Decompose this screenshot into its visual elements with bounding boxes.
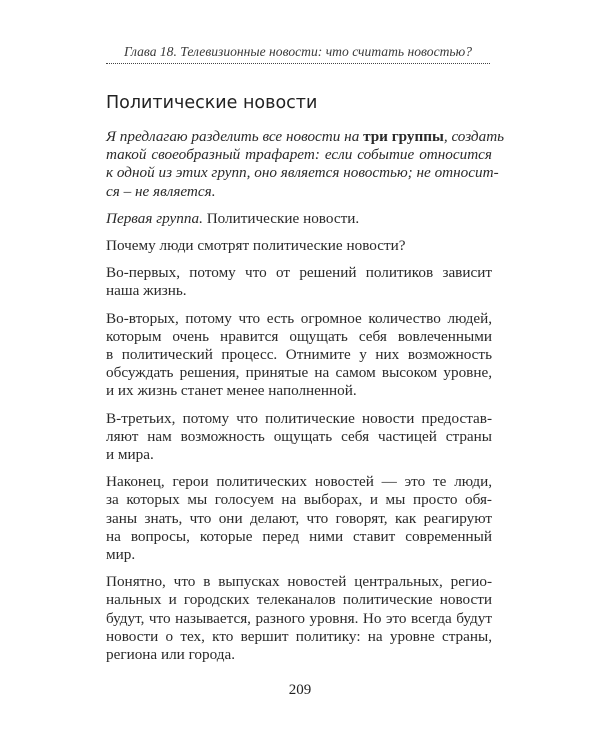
- paragraph-line: за которых мы голосуем на выборах, и мы просто обя-: [106, 491, 492, 509]
- intro-line: такой своеобразный трафарет: если событие относится: [106, 146, 492, 164]
- paragraph: [106, 410, 492, 465]
- emphasis-three-groups: три группы: [363, 128, 444, 145]
- header-dotted-rule: [106, 63, 490, 64]
- paragraph-line: заны знать, что они делают, что говорят, как реагируют: [106, 509, 492, 527]
- paragraph: [106, 237, 492, 255]
- paragraph-line: Понятно, что в выпусках новостей центральных, регио-: [106, 573, 492, 591]
- intro-line: Я предлагаю разделить все новости на три группы, создать: [106, 128, 505, 145]
- paragraph-line: ляют нам возможность ощущать себя частицей страны: [106, 427, 492, 445]
- paragraph-line: на вопросы, которые перед ними ставит современный: [106, 527, 492, 545]
- paragraph-line: и мира.: [106, 446, 154, 464]
- paragraph-line: которым очень нравится ощущать себя вовлеченными: [106, 327, 492, 345]
- section-title: Политические новости: [106, 93, 318, 113]
- paragraph-line: Во-первых, потому что от решений политиков зависит: [106, 264, 492, 282]
- paragraph-line: нальных и городских телеканалов политические новости: [106, 591, 492, 609]
- paragraph-line: мир.: [106, 546, 136, 564]
- paragraph-line: будут, что называется, разного уровня. Но это всегда будут: [106, 609, 492, 627]
- paragraph-line: новости о тех, кто вершит политику: на уровне страны,: [106, 627, 492, 645]
- paragraph: [106, 264, 492, 300]
- paragraph-line: Наконец, герои политических новостей — это те люди,: [106, 473, 492, 491]
- paragraph: [106, 310, 492, 401]
- paragraph-line: Почему люди смотрят политические новости?: [106, 237, 406, 255]
- paragraph-line: региона или города.: [106, 646, 236, 664]
- running-head: Глава 18. Телевизионные новости: что считать новостью?: [123, 44, 472, 59]
- body-text: [106, 128, 505, 673]
- page-number: 209: [288, 682, 312, 698]
- paragraphs: [106, 237, 492, 664]
- paragraph-line: обсуждать решения, принятые на самом высоком уровне,: [106, 364, 492, 382]
- paragraph-line: В-третьих, потому что политические новости предостав-: [106, 409, 492, 427]
- intro-line: к одной из этих групп, оно является новостью; не относит-: [106, 164, 499, 182]
- paragraph: [106, 473, 492, 564]
- paragraph-line: и их жизнь станет менее наполненной.: [106, 382, 357, 400]
- paragraph-line: в политический процесс. Отнимите у них возможность: [106, 346, 492, 364]
- first-group-label: Первая группа.: [106, 209, 203, 227]
- paragraph-line: наша жизнь.: [106, 282, 187, 300]
- intro-line: ся – не является.: [106, 182, 216, 200]
- first-group-paragraph: [106, 210, 492, 228]
- paragraph: [106, 573, 492, 664]
- intro-paragraph: [106, 128, 505, 201]
- paragraph-line: Во-вторых, потому что есть огромное количество людей,: [106, 309, 492, 327]
- first-group-text: Политические новости.: [202, 209, 360, 227]
